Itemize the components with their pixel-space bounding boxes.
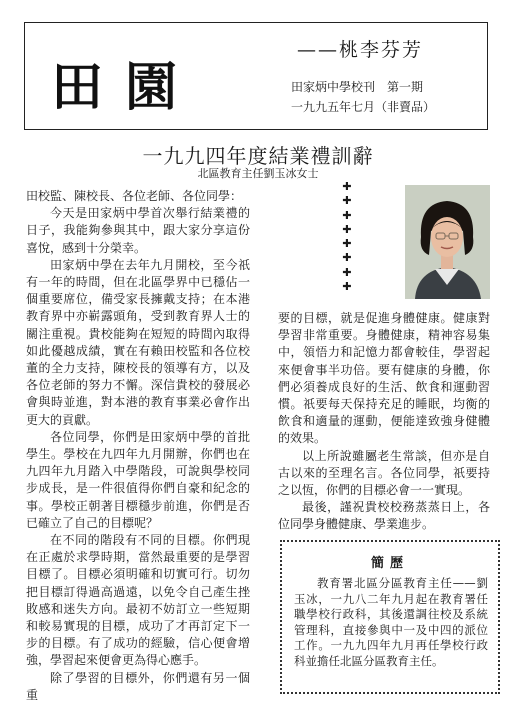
- portrait-photo: [405, 185, 490, 299]
- cross-icon: ✚: [342, 265, 352, 279]
- issue-date: 一九九五年七月（非賣品）: [291, 100, 436, 114]
- paragraph: 以上所說雖屬老生常談，但亦是自古以來的至理名言。各位同學，祇要持之以恆，你們的目標必會一一實現。: [278, 448, 490, 498]
- cross-icon: ✚: [342, 222, 352, 236]
- bio-title: 簡歷: [370, 556, 409, 571]
- cross-icon: ✚: [342, 280, 352, 294]
- cross-icon: ✚: [342, 251, 352, 265]
- masthead-title: 田園: [51, 57, 200, 118]
- masthead-info: [291, 77, 435, 117]
- paragraph: 田家炳中學在去年九月開校，至今祇有一年的時間，但在北區學界中已穩佔一個重要席位，備受家長擁戴支持；在本港教育界中亦嶄露頭角，受到教育界人士的關注重視。貴校能夠在短短的時間內取得如此優越成績，實在有賴田校監和各位校董的全力支持，陳校長的領導有方，以及各位老師的努力不懈。深信貴校的發展必會與時並進，對本港的教育事業必會作出更大的貢獻。: [26, 257, 250, 427]
- bio-text: 教育署北區分區教育主任——劉玉冰，一九八二年九月起在教育署任職學校行政科，其後還調往校及系統管理科，直接參與中一及中四的派位工作。一九九四年九月再任學校行政科並擔任北區分區教育主任。: [294, 576, 488, 668]
- publisher-line: 田家炳中學校刊 第一期: [291, 80, 424, 94]
- masthead-slogan: ——桃李芬芳: [297, 39, 424, 61]
- cross-icon: ✚: [342, 208, 352, 222]
- paragraph: 最後，謹祝貴校校務蒸蒸日上，各位同學身體健康、學業進步。: [278, 500, 490, 532]
- paragraph: 今天是田家炳中學首次舉行結業禮的日子，我能夠參與其中，跟大家分享這份喜悅，感到十分榮幸。: [26, 206, 250, 255]
- cross-divider: [341, 180, 353, 294]
- bio-box: [280, 540, 500, 694]
- salutation: 田校監、陳校長、各位老師、各位同學：: [26, 189, 243, 203]
- article-byline: 北區教育主任劉玉冰女士: [197, 167, 319, 180]
- paragraph: 在不同的階段有不同的目標。你們現在正處於求學時期，當然最重要的是學習目標了。目標必須明確和切實可行。切勿把目標訂得過高過遠，以免令自己產生挫敗感和迷失方向。最初不妨訂立一些短期和較易實現的目標，成功了才再訂定下一步的目標。有了成功的經驗，信心便會增強，學習起來便會更為得心應手。: [26, 533, 250, 668]
- cross-icon: ✚: [342, 237, 352, 251]
- paragraph: 除了學習的目標外，你們還有另一個重: [26, 670, 250, 702]
- masthead: [24, 22, 488, 130]
- paragraph: 要的目標，就是促進身體健康。健康對學習非常重要。身體健康，精神容易集中，領悟力和記憶力都會較佳，學習起來便會事半功倍。要有健康的身體，你們必須養成良好的生活、飲食和運動習慣。祇要每天保持充足的睡眠，均衡的飲食和適量的運動，便能達致強身健體的效果。: [278, 311, 490, 446]
- paragraph: 各位同學，你們是田家炳中學的首批學生。學校在九四年九月開辦，你們也在九四年九月踏入中學階段，可說與學校同步成長，是一件很值得你們自豪和紀念的事。學校正朝著目標穩步前進，你們是否已確立了自己的目標呢？: [26, 429, 250, 530]
- left-column: [26, 188, 250, 704]
- portrait-image: [405, 185, 490, 299]
- cross-icon: ✚: [342, 194, 352, 208]
- cross-icon: ✚: [342, 180, 352, 193]
- right-column: [278, 310, 490, 534]
- article-title: 一九九四年度結業禮訓辭: [142, 144, 374, 168]
